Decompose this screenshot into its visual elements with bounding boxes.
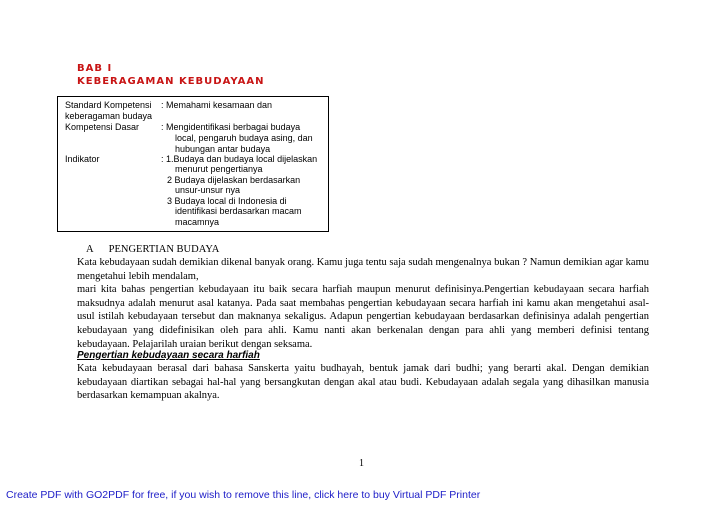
section-a-paragraph-1: Kata kebudayaan sudah demikian dikenal banyak orang. Kamu juga tentu saja sudah mengenalnya bukan ? Namun demikian agar kamu mengetahui lebih mendalam,: [77, 257, 649, 282]
standard-kompetensi-label-cont: keberagaman budaya: [65, 111, 153, 121]
indikator-3-cont: identifikasi berdasarkan macam: [175, 206, 302, 216]
page-number: 1: [359, 458, 364, 469]
standard-kompetensi-label: Standard Kompetensi: [65, 100, 152, 110]
indikator-3-cont-2: macamnya: [175, 217, 220, 227]
standard-kompetensi-value: : Memahami kesamaan dan: [161, 100, 273, 110]
indikator-1: : 1.Budaya dan budaya local dijelaskan: [161, 154, 318, 164]
section-a-paragraph-2: mari kita bahas pengertian kebudayaan itu baik secara harfiah maupun menurut definisinya.Pengertian kebudayaan secara harfiah maksudnya adalah menurut asal katanya. Pada saat membahas pengertian kebudayaan secara harfiah ini kamu akan mengetahui asal-usul istilah kebudayaan tersebut dan maknanya sekaligus. Adapun pengertian kebudayaan berdasarkan definisinya adalah pengertian kebudayaan yang didefinisikan oleh para ahli. Kamu nanti akan berkenalan dengan para ahli yang memberi definisi tentang kebudayaan. Pelajarilah uraian berikut dengan seksama.: [77, 284, 649, 350]
kompetensi-dasar-label: Kompetensi Dasar: [65, 122, 140, 132]
section-a-letter: A: [86, 244, 94, 255]
kompetensi-dasar-value-3: hubungan antar budaya: [175, 144, 271, 154]
subsection-title: Pengertian kebudayaan secara harfiah: [77, 350, 260, 361]
indikator-1-cont: menurut pengertianya: [175, 164, 263, 174]
subsection-paragraph: Kata kebudayaan berasal dari bahasa Sanskerta yaitu budhayah, bentuk jamak dari budhi; yang berarti akal. Dengan demikian kebudayaan diartikan sebagai hal-hal yang bersangkutan dengan akal atau budi. Kebudayaan adalah segala yang dihasilkan manusia berdasarkan kemampuan akalnya.: [77, 363, 649, 402]
indikator-label: Indikator: [65, 154, 100, 164]
chapter-number: BAB I: [77, 63, 113, 74]
indikator-2-cont: unsur-unsur nya: [175, 185, 241, 195]
go2pdf-footer-link[interactable]: Create PDF with GO2PDF for free, if you wish to remove this line, click here to buy Virtual PDF Printer: [6, 489, 481, 501]
section-a-title: PENGERTIAN BUDAYA: [108, 244, 220, 255]
kompetensi-dasar-value-2: local, pengaruh budaya asing, dan: [175, 133, 313, 143]
kompetensi-dasar-value: : Mengidentifikasi berbagai budaya: [161, 122, 301, 132]
chapter-title: KEBERAGAMAN KEBUDAYAAN: [77, 76, 265, 87]
indikator-2: 2 Budaya dijelaskan berdasarkan: [167, 175, 301, 185]
section-a-heading: [86, 244, 219, 255]
indikator-3: 3 Budaya local di Indonesia di: [167, 196, 287, 206]
